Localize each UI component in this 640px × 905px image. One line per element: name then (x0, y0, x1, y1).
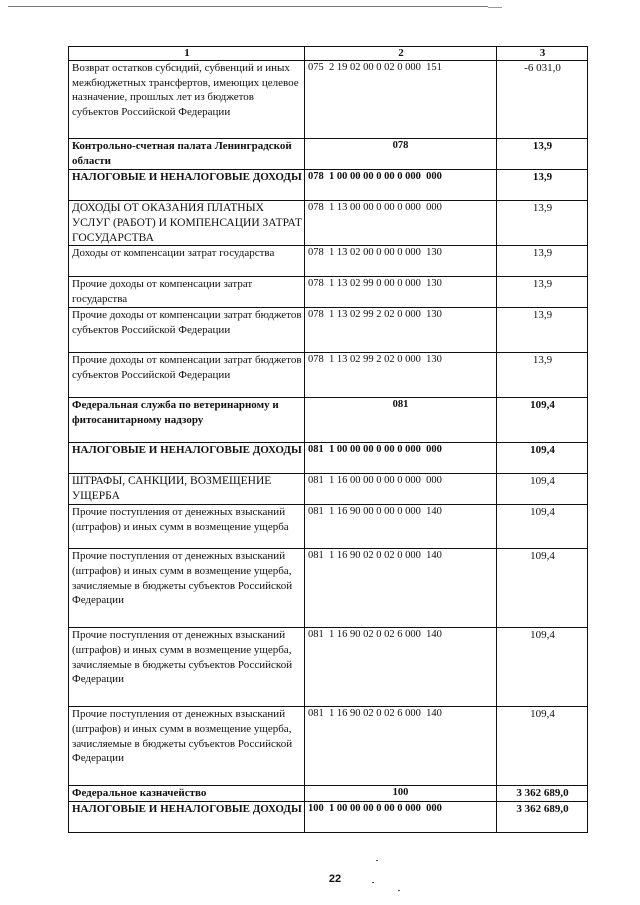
revenue-name-cell: НАЛОГОВЫЕ И НЕНАЛОГОВЫЕ ДОХОДЫ (69, 802, 305, 833)
amount-cell: 13,9 (497, 246, 588, 277)
revenue-name-cell: Прочие поступления от денежных взысканий (штрафов) и иных сумм в возмещение ущерба, зачисляемые в бюджеты субъектов Российской Федерации (69, 549, 305, 628)
revenue-name-cell: Прочие доходы от компенсации затрат бюджетов субъектов Российской Федерации (69, 353, 305, 398)
table-row (69, 505, 588, 549)
amount-cell: 109,4 (497, 443, 588, 474)
table-row (69, 308, 588, 353)
budget-code-cell: 075 2 19 02 00 0 02 0 000 151 (305, 61, 497, 139)
revenue-name-cell: Доходы от компенсации затрат государства (69, 246, 305, 277)
amount-cell: 13,9 (497, 308, 588, 353)
header-row (69, 47, 588, 61)
amount-cell: 109,4 (497, 398, 588, 443)
table-row (69, 474, 588, 505)
column-header-3: 3 (497, 47, 588, 61)
table-row (69, 61, 588, 139)
budget-code-cell: 081 1 16 00 00 0 00 0 000 000 (305, 474, 497, 505)
scan-speck (398, 890, 400, 891)
table-row (69, 707, 588, 786)
amount-cell: 13,9 (497, 353, 588, 398)
revenue-name-cell: ДОХОДЫ ОТ ОКАЗАНИЯ ПЛАТНЫХ УСЛУГ (РАБОТ) И КОМПЕНСАЦИИ ЗАТРАТ ГОСУДАРСТВА (69, 201, 305, 246)
revenue-name-cell: Возврат остатков субсидий, субвенций и иных межбюджетных трансфертов, имеющих целевое назначение, прошлых лет из бюджетов субъектов Российской Федерации (69, 61, 305, 139)
table-row (69, 201, 588, 246)
table-row (69, 628, 588, 707)
table-row (69, 353, 588, 398)
budget-code-cell: 081 1 16 90 00 0 00 0 000 140 (305, 505, 497, 549)
amount-cell: 13,9 (497, 277, 588, 308)
amount-cell: 13,9 (497, 201, 588, 246)
budget-code-cell: 081 1 00 00 00 0 00 0 000 000 (305, 443, 497, 474)
amount-cell: 13,9 (497, 139, 588, 170)
amount-cell: 109,4 (497, 707, 588, 786)
amount-cell: 109,4 (497, 474, 588, 505)
scan-speck (372, 882, 374, 883)
budget-code-cell: 100 1 00 00 00 0 00 0 000 000 (305, 802, 497, 833)
page-number: 22 (328, 873, 342, 885)
top-rule (8, 6, 488, 7)
table-row (69, 277, 588, 308)
table-row (69, 549, 588, 628)
budget-code-cell: 081 1 16 90 02 0 02 0 000 140 (305, 549, 497, 628)
revenue-name-cell: Федеральная служба по ветеринарному и фитосанитарному надзору (69, 398, 305, 443)
amount-cell: -6 031,0 (497, 61, 588, 139)
budget-code-cell: 078 1 13 00 00 0 00 0 000 000 (305, 201, 497, 246)
budget-code-cell: 078 1 13 02 00 0 00 0 000 130 (305, 246, 497, 277)
budget-code-cell: 081 1 16 90 02 0 02 6 000 140 (305, 707, 497, 786)
amount-cell: 3 362 689,0 (497, 802, 588, 833)
revenue-name-cell: Прочие поступления от денежных взысканий (штрафов) и иных сумм в возмещение ущерба, зачисляемые в бюджеты субъектов Российской Федерации (69, 628, 305, 707)
amount-cell: 109,4 (497, 628, 588, 707)
amount-cell: 109,4 (497, 549, 588, 628)
table-row (69, 443, 588, 474)
revenue-name-cell: Федеральное казначейство (69, 786, 305, 802)
table-row (69, 139, 588, 170)
budget-code-cell: 078 1 13 02 99 2 02 0 000 130 (305, 308, 497, 353)
amount-cell: 109,4 (497, 505, 588, 549)
revenue-name-cell: ШТРАФЫ, САНКЦИИ, ВОЗМЕЩЕНИЕ УЩЕРБА (69, 474, 305, 505)
scan-speck (376, 860, 378, 861)
budget-code-cell: 100 (305, 786, 497, 802)
table-row (69, 802, 588, 833)
revenue-name-cell: Прочие поступления от денежных взысканий (штрафов) и иных сумм в возмещение ущерба (69, 505, 305, 549)
revenue-name-cell: НАЛОГОВЫЕ И НЕНАЛОГОВЫЕ ДОХОДЫ (69, 443, 305, 474)
budget-code-cell: 078 (305, 139, 497, 170)
amount-cell: 13,9 (497, 170, 588, 201)
budget-code-cell: 081 1 16 90 02 0 02 6 000 140 (305, 628, 497, 707)
table-row (69, 170, 588, 201)
budget-code-cell: 078 1 00 00 00 0 00 0 000 000 (305, 170, 497, 201)
table-row (69, 398, 588, 443)
column-header-1: 1 (69, 47, 305, 61)
amount-cell: 3 362 689,0 (497, 786, 588, 802)
revenue-name-cell: НАЛОГОВЫЕ И НЕНАЛОГОВЫЕ ДОХОДЫ (69, 170, 305, 201)
revenue-name-cell: Прочие доходы от компенсации затрат бюджетов субъектов Российской Федерации (69, 308, 305, 353)
revenue-name-cell: Контрольно-счетная палата Ленинградской области (69, 139, 305, 170)
revenue-name-cell: Прочие поступления от денежных взысканий (штрафов) и иных сумм в возмещение ущерба, зачисляемые в бюджеты субъектов Российской Федерации (69, 707, 305, 786)
budget-code-cell: 078 1 13 02 99 2 02 0 000 130 (305, 353, 497, 398)
table-row (69, 246, 588, 277)
revenue-table (68, 46, 588, 833)
budget-code-cell: 081 (305, 398, 497, 443)
table-row (69, 786, 588, 802)
column-header-2: 2 (305, 47, 497, 61)
revenue-name-cell: Прочие доходы от компенсации затрат государства (69, 277, 305, 308)
top-rule-fragment (488, 7, 502, 8)
budget-code-cell: 078 1 13 02 99 0 00 0 000 130 (305, 277, 497, 308)
